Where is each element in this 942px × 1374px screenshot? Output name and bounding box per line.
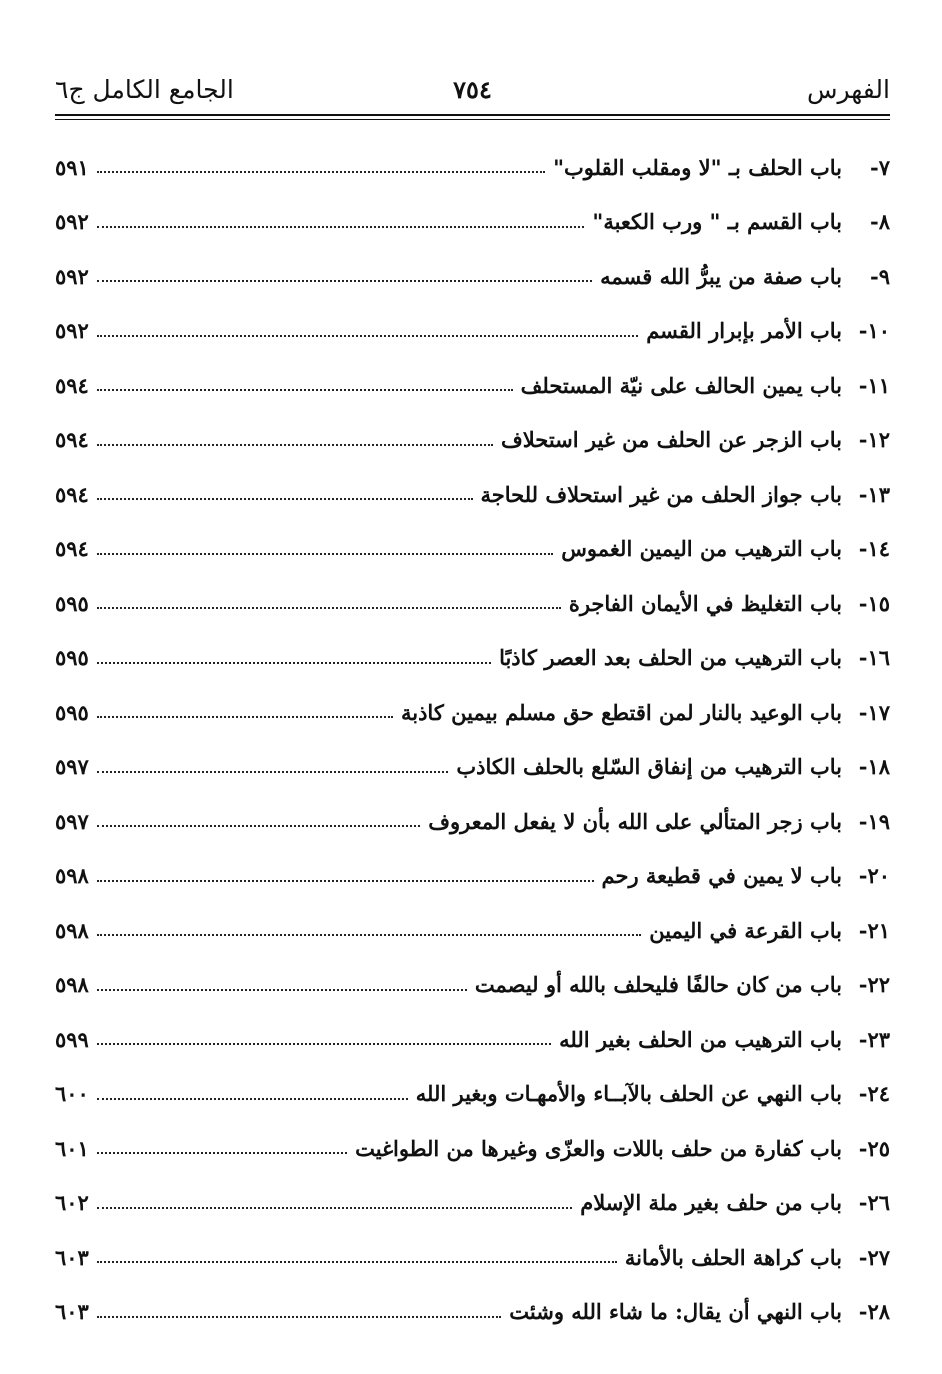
toc-entry bbox=[55, 631, 890, 686]
dot-leader bbox=[97, 1316, 501, 1318]
header-rule-thin bbox=[55, 119, 890, 120]
entry-number: ١١- bbox=[858, 372, 890, 398]
dot-leader bbox=[97, 1098, 408, 1100]
entry-title: باب الأمر بإبرار القسم bbox=[646, 318, 842, 344]
toc-entry bbox=[55, 249, 890, 304]
entry-title: باب يمين الحالف على نيّة المستحلف bbox=[520, 372, 842, 398]
entry-number: ٢٧- bbox=[858, 1244, 890, 1270]
entry-number: ٢١- bbox=[858, 917, 890, 943]
dot-leader bbox=[97, 880, 594, 882]
entry-page-number: ٥٩٨ bbox=[55, 863, 89, 889]
entry-page-number: ٥٩٢ bbox=[55, 263, 89, 289]
dot-leader bbox=[97, 607, 561, 609]
entry-number: ١٥- bbox=[858, 590, 890, 616]
toc-entry bbox=[55, 1176, 890, 1231]
entry-number: ١٢- bbox=[858, 427, 890, 453]
entry-title: باب لا يمين في قطيعة رحم bbox=[601, 863, 842, 889]
dot-leader bbox=[97, 934, 641, 936]
entry-title: باب جواز الحلف من غير استحلاف للحاجة bbox=[480, 481, 842, 507]
toc-entry bbox=[55, 467, 890, 522]
toc-entry bbox=[55, 140, 890, 195]
toc-entry bbox=[55, 849, 890, 904]
entry-title: باب النهي عن الحلف بالآبــاء والأمهـات وبغير الله bbox=[415, 1081, 842, 1107]
entry-page-number: ٥٩٤ bbox=[55, 372, 89, 398]
toc-entry bbox=[55, 304, 890, 359]
toc-entry bbox=[55, 685, 890, 740]
section-title: الفهرس bbox=[806, 75, 890, 104]
dot-leader bbox=[97, 498, 473, 500]
toc-entry bbox=[55, 413, 890, 468]
entry-number: ١٣- bbox=[858, 481, 890, 507]
dot-leader bbox=[97, 1043, 551, 1045]
entry-page-number: ٥٩٥ bbox=[55, 645, 89, 671]
entry-title: باب الترهيب من الحلف بعد العصر كاذبًا bbox=[499, 645, 842, 671]
table-of-contents bbox=[55, 140, 890, 1339]
entry-page-number: ٦٠٣ bbox=[55, 1244, 89, 1270]
entry-page-number: ٥٩٨ bbox=[55, 917, 89, 943]
entry-number: ٢٦- bbox=[858, 1190, 890, 1216]
entry-number: ٢٢- bbox=[858, 972, 890, 998]
entry-title: باب صفة من يبرُّ الله قسمه bbox=[600, 263, 842, 289]
entry-title: باب الترهيب من اليمين الغموس bbox=[561, 536, 842, 562]
entry-number: ٢٤- bbox=[858, 1081, 890, 1107]
toc-entry bbox=[55, 958, 890, 1013]
entry-number: ٢٠- bbox=[858, 863, 890, 889]
dot-leader bbox=[97, 280, 592, 282]
entry-title: باب الترهيب من الحلف بغير الله bbox=[559, 1026, 842, 1052]
toc-entry bbox=[55, 1012, 890, 1067]
entry-title: باب من كان حالفًا فليحلف بالله أو ليصمت bbox=[474, 972, 842, 998]
page-number: ٧٥٤ bbox=[453, 75, 492, 104]
dot-leader bbox=[97, 1152, 347, 1154]
entry-title: باب القسم بـ " ورب الكعبة" bbox=[592, 209, 842, 235]
toc-entry bbox=[55, 903, 890, 958]
entry-page-number: ٥٩٤ bbox=[55, 481, 89, 507]
entry-title: باب النهي أن يقال: ما شاء الله وشئت bbox=[509, 1299, 842, 1325]
entry-page-number: ٥٩١ bbox=[55, 154, 89, 180]
entry-number: ٩- bbox=[870, 263, 890, 289]
entry-title: باب الحلف بـ "لا ومقلب القلوب" bbox=[553, 154, 842, 180]
entry-page-number: ٥٩٧ bbox=[55, 754, 89, 780]
entry-number: ٢٨- bbox=[858, 1299, 890, 1325]
dot-leader bbox=[97, 1261, 617, 1263]
dot-leader bbox=[97, 825, 420, 827]
dot-leader bbox=[97, 171, 545, 173]
dot-leader bbox=[97, 553, 553, 555]
entry-page-number: ٥٩٨ bbox=[55, 972, 89, 998]
entry-title: باب زجر المتألي على الله بأن لا يفعل المعروف bbox=[428, 808, 842, 834]
toc-entry bbox=[55, 358, 890, 413]
entry-page-number: ٥٩٩ bbox=[55, 1026, 89, 1052]
entry-page-number: ٥٩٥ bbox=[55, 590, 89, 616]
dot-leader bbox=[97, 1207, 572, 1209]
entry-page-number: ٦٠١ bbox=[55, 1135, 89, 1161]
entry-page-number: ٦٠٣ bbox=[55, 1299, 89, 1325]
entry-page-number: ٥٩٤ bbox=[55, 427, 89, 453]
book-title: الجامع الكامل ج٦ bbox=[55, 75, 234, 104]
entry-title: باب من حلف بغير ملة الإسلام bbox=[580, 1190, 842, 1216]
entry-number: ٢٣- bbox=[858, 1026, 890, 1052]
toc-entry bbox=[55, 740, 890, 795]
entry-page-number: ٥٩٢ bbox=[55, 209, 89, 235]
entry-number: ١٤- bbox=[858, 536, 890, 562]
toc-entry bbox=[55, 794, 890, 849]
entry-page-number: ٥٩٤ bbox=[55, 536, 89, 562]
entry-number: ١٨- bbox=[858, 754, 890, 780]
toc-entry bbox=[55, 1121, 890, 1176]
toc-entry bbox=[55, 576, 890, 631]
dot-leader bbox=[97, 335, 638, 337]
entry-title: باب كفارة من حلف باللات والعزّى وغيرها من الطواغيت bbox=[355, 1135, 842, 1161]
entry-page-number: ٥٩٢ bbox=[55, 318, 89, 344]
dot-leader bbox=[97, 771, 449, 773]
entry-page-number: ٦٠٢ bbox=[55, 1190, 89, 1216]
entry-number: ١٧- bbox=[858, 699, 890, 725]
toc-entry bbox=[55, 195, 890, 250]
entry-number: ٨- bbox=[870, 209, 890, 235]
dot-leader bbox=[97, 662, 491, 664]
toc-entry bbox=[55, 1067, 890, 1122]
entry-title: باب القرعة في اليمين bbox=[649, 917, 842, 943]
toc-entry bbox=[55, 1230, 890, 1285]
entry-number: ١٠- bbox=[858, 318, 890, 344]
entry-page-number: ٥٩٧ bbox=[55, 808, 89, 834]
toc-entry bbox=[55, 522, 890, 577]
dot-leader bbox=[97, 226, 585, 228]
entry-number: ٢٥- bbox=[858, 1135, 890, 1161]
dot-leader bbox=[97, 989, 467, 991]
entry-title: باب الوعيد بالنار لمن اقتطع حق مسلم بيمين كاذبة bbox=[400, 699, 842, 725]
dot-leader bbox=[97, 716, 393, 718]
header-rule-thick bbox=[55, 114, 890, 116]
toc-entry bbox=[55, 1285, 890, 1340]
entry-number: ١٩- bbox=[858, 808, 890, 834]
entry-title: باب التغليظ في الأيمان الفاجرة bbox=[568, 590, 842, 616]
entry-page-number: ٥٩٥ bbox=[55, 699, 89, 725]
entry-title: باب الترهيب من إنفاق السّلع بالحلف الكاذب bbox=[456, 754, 842, 780]
dot-leader bbox=[97, 444, 493, 446]
page-header bbox=[55, 70, 890, 110]
entry-number: ٧- bbox=[870, 154, 890, 180]
entry-title: باب الزجر عن الحلف من غير استحلاف bbox=[500, 427, 842, 453]
entry-page-number: ٦٠٠ bbox=[55, 1081, 89, 1107]
entry-number: ١٦- bbox=[858, 645, 890, 671]
entry-title: باب كراهة الحلف بالأمانة bbox=[624, 1244, 842, 1270]
dot-leader bbox=[97, 389, 513, 391]
